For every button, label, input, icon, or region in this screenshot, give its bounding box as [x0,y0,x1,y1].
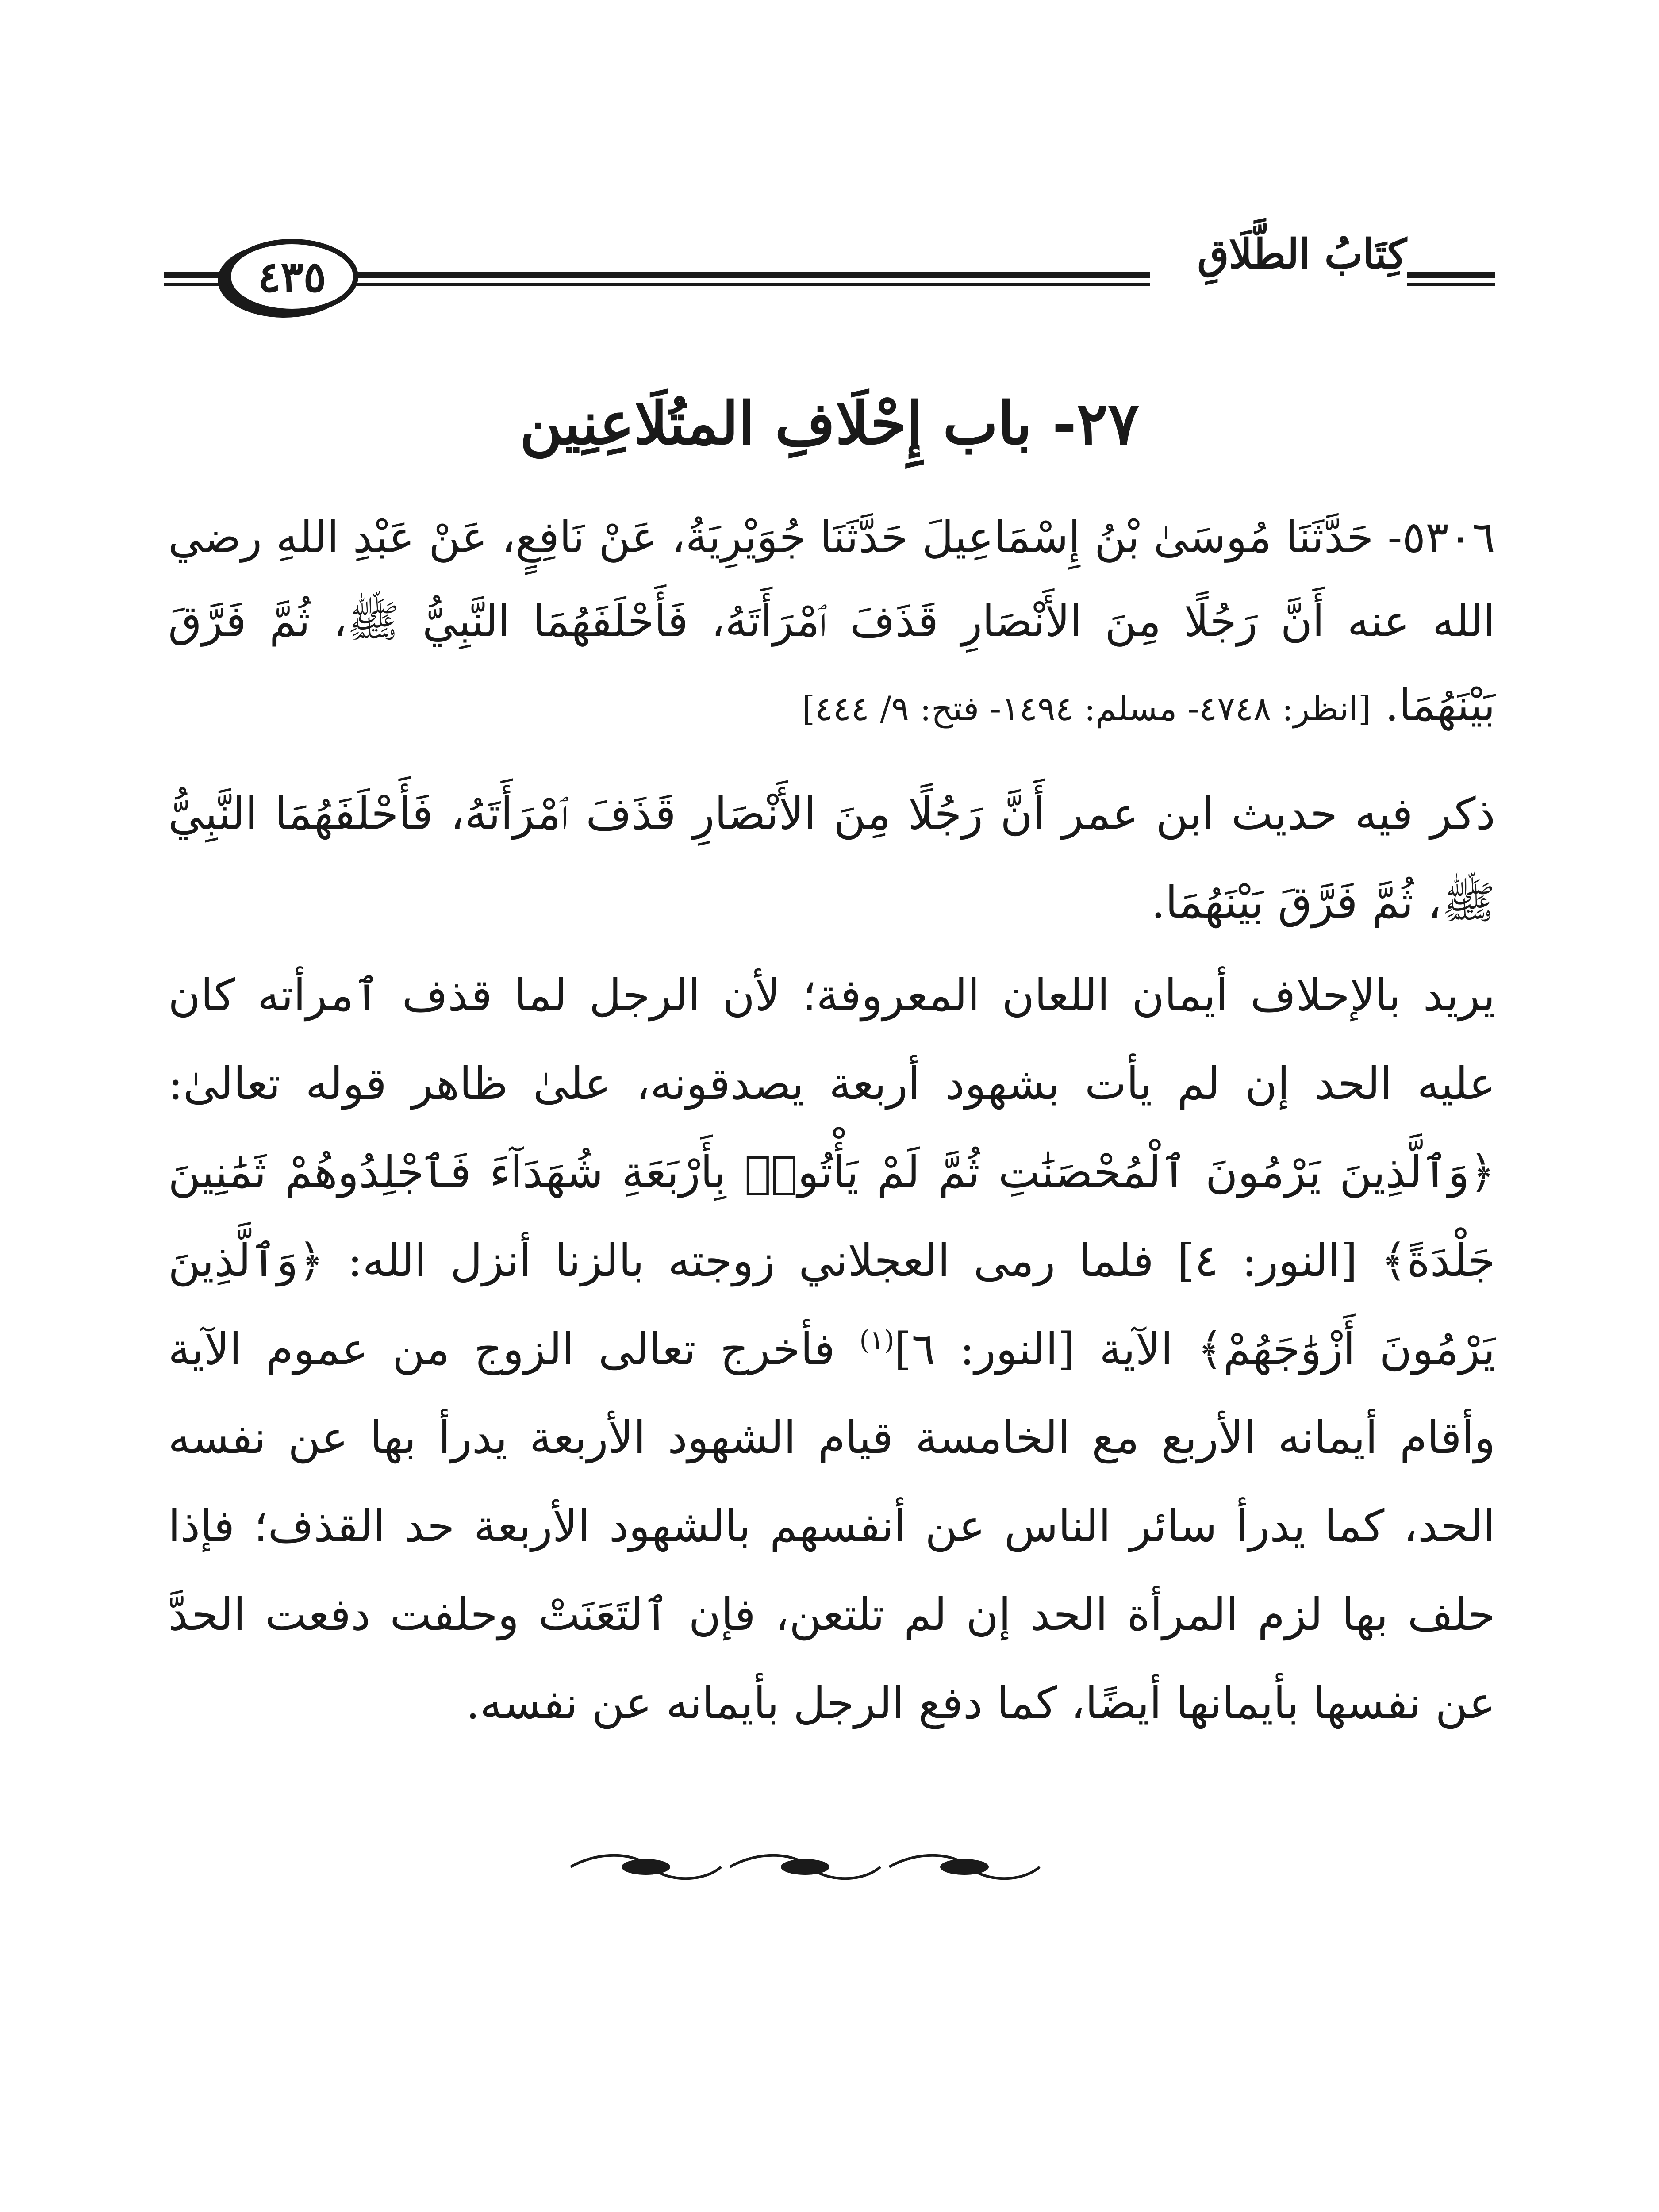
page-number-badge [226,239,358,314]
hadith-text [168,495,1495,751]
footnote-marker: (١) [859,1325,895,1356]
section-end-ornament [562,1849,1048,1885]
page-number: ٤٣٥ [257,251,326,302]
commentary-paragraph-2 [168,951,1495,1747]
header-rule-right-bottom [1407,283,1495,286]
header-rule-middle-bottom [354,283,1150,286]
header-rule-middle-top [354,272,1150,278]
paragraph-2-part-2: فأخرج تعالى الزوج من عموم الآية وأقام أيمانه الأربع مع الخامسة قيام الشهود الأربعة يدرأ بها عن نفسه الحد، كما يدرأ سائر الناس عن أنفسهم بالشهود الأربعة حد القذف؛ فإذا حلف بها لزم المرأة الحد إن لم تلتعن، فإن ٱلتَعَنَتْ وحلفت دفعت الحدَّ عن نفسها بأيمانها أيضًا، كما دفع الرجل بأيمانه عن نفسه. [168,1323,1495,1729]
hadith-reference: [انظر: ٤٧٤٨- مسلم: ١٤٩٤- فتح: ٩/ ٤٤٤] [802,689,1371,728]
running-head-title: كِتَابُ الطَّلَاقِ [1197,230,1407,278]
commentary-paragraph-1: ذكر فيه حديث ابن عمر أَنَّ رَجُلًا مِنَ الأَنْصَارِ قَذَفَ ٱمْرَأَتَهُ، فَأَحْلَفَهُمَا النَّبِيُّ ﷺ، ثُمَّ فَرَّقَ بَيْنَهُمَا. [168,788,1495,928]
header-rule-right-top [1407,272,1495,278]
paragraph-2-part-1: يريد بالإحلاف أيمان اللعان المعروفة؛ لأن الرجل لما قذف ٱمرأته كان عليه الحد إن لم يأت بشهود أربعة يصدقونه، علىٰ ظاهر قوله تعالىٰ: ﴿وَٱلَّذِينَ يَرْمُونَ ٱلْمُحْصَنَٰتِ ثُمَّ لَمْ يَأْتُوا۟ بِأَرْبَعَةِ شُهَدَآءَ فَٱجْلِدُوهُمْ ثَمَٰنِينَ جَلْدَةً﴾ [النور: ٤] فلما رمى العجلاني زوجته بالزنا أنزل الله: ﴿وَٱلَّذِينَ يَرْمُونَ أَزْوَٰجَهُمْ﴾ الآية [النور: ٦] [168,969,1496,1375]
hadith-body: ٥٣٠٦- حَدَّثَنَا مُوسَىٰ بْنُ إِسْمَاعِيلَ حَدَّثَنَا جُوَيْرِيَةُ، عَنْ نَافِعٍ، عَنْ عَبْدِ اللهِ رضي الله عنه أَنَّ رَجُلًا مِنَ الأَنْصَارِ قَذَفَ ٱمْرَأَتَهُ، فَأَحْلَفَهُمَا النَّبِيُّ ﷺ، ثُمَّ فَرَّقَ بَيْنَهُمَا. [168,512,1495,731]
chapter-heading: ٢٧- باب إِحْلَافِ المتُلَاعِنِين [519,389,1140,458]
